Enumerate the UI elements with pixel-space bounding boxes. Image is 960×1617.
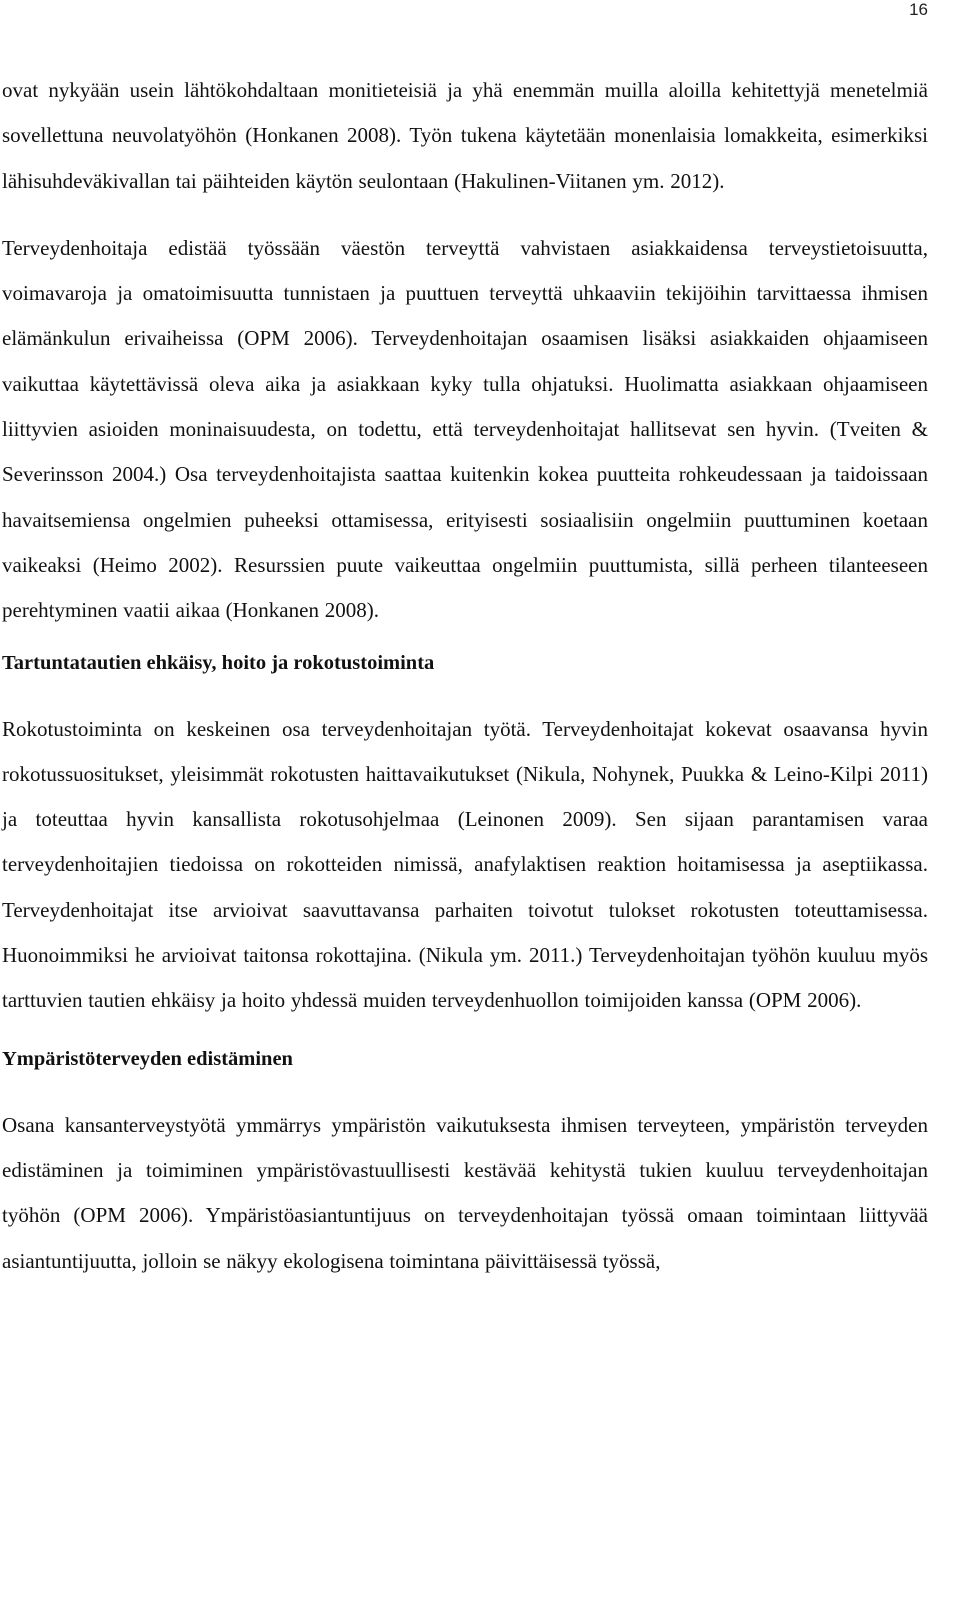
paragraph-ymparisto: Osana kansanterveystyötä ymmärrys ympäristön vaikutuksesta ihmisen terveyteen, ympäristön terveyden edistäminen ja toimiminen ympäristövastuullisesti kestävää kehitystä tukien kuuluu terveydenhoitajan työhön (OPM 2006). Ympäristöasiantuntijuus on terveydenhoitajan työssä omaan toimintaan liittyvää asiantuntijuutta, jolloin se näkyy ekologisena toimintana päivittäisessä työssä,: [2, 1112, 928, 1273]
section-heading-ymparistoterveys: Ympäristöterveyden edistäminen: [2, 1047, 293, 1070]
section-heading-tartuntataudit: Tartuntatautien ehkäisy, hoito ja rokotustoiminta: [2, 651, 435, 674]
page-number: 16: [909, 0, 928, 19]
paragraph-neuvolatyo: ovat nykyään usein lähtökohdaltaan monitieteisiä ja yhä enemmän muilla aloilla kehitettyjä menetelmiä sovellettuna neuvolatyöhön (Honkanen 2008). Työn tukena käytetään monenlaisia lomakkeita, esimerkiksi lähisuhdeväkivallan tai päihteiden käytön seulontaan (Hakulinen-Viitanen ym. 2012).: [2, 78, 928, 193]
paragraph-rokotustoiminta: Rokotustoiminta on keskeinen osa terveydenhoitajan työtä. Terveydenhoitajat kokevat osaavansa hyvin rokotussuositukset, yleisimmät rokotusten haittavaikutukset (Nikula, Nohynek, Puukka & Leino-Kilpi 2011) ja toteuttaa hyvin kansallista rokotusohjelmaa (Leinonen 2009). Sen sijaan parantamisen varaa terveydenhoitajien tiedoissa on rokotteiden nimissä, anafylaktisen reaktion hoitamisessa ja aseptiikassa. Terveydenhoitajat itse arvioivat saavuttavansa parhaiten toivotut tulokset rokotusten toteuttamisessa. Huonoimmiksi he arvioivat taitonsa rokottajina. (Nikula ym. 2011.) Terveydenhoitajan työhön kuuluu myös tarttuvien tautien ehkäisy ja hoito yhdessä muiden terveydenhuollon toimijoiden kanssa (OPM 2006).: [2, 716, 928, 1013]
paragraph-terveydenhoitaja: Terveydenhoitaja edistää työssään väestön terveyttä vahvistaen asiakkaidensa terveystietoisuutta, voimavaroja ja omatoimisuutta tunnistaen ja puuttuen terveyttä uhkaaviin tekijöihin tarvittaessa ihmisen elämänkulun erivaiheissa (OPM 2006). Terveydenhoitajan osaamisen lisäksi asiakkaiden ohjaamiseen vaikuttaa käytettävissä oleva aika ja asiakkaan kyky tulla ohjatuksi. Huolimatta asiakkaan ohjaamiseen liittyvien asioiden moninaisuudesta, on todettu, että terveydenhoitajat hallitsevat sen hyvin. (Tveiten & Severinsson 2004.) Osa terveydenhoitajista saattaa kuitenkin kokea puutteita rohkeudessaan ja taidoissaan havaitsemiensa ongelmien puheeksi ottamisessa, erityisesti sosiaalisiin ongelmiin puuttuminen koetaan vaikeaksi (Heimo 2002). Resurssien puute vaikeuttaa ongelmiin puuttumista, sillä perheen tilanteeseen perehtyminen vaatii aikaa (Honkanen 2008).: [2, 235, 928, 623]
document-body: [2, 68, 928, 1284]
